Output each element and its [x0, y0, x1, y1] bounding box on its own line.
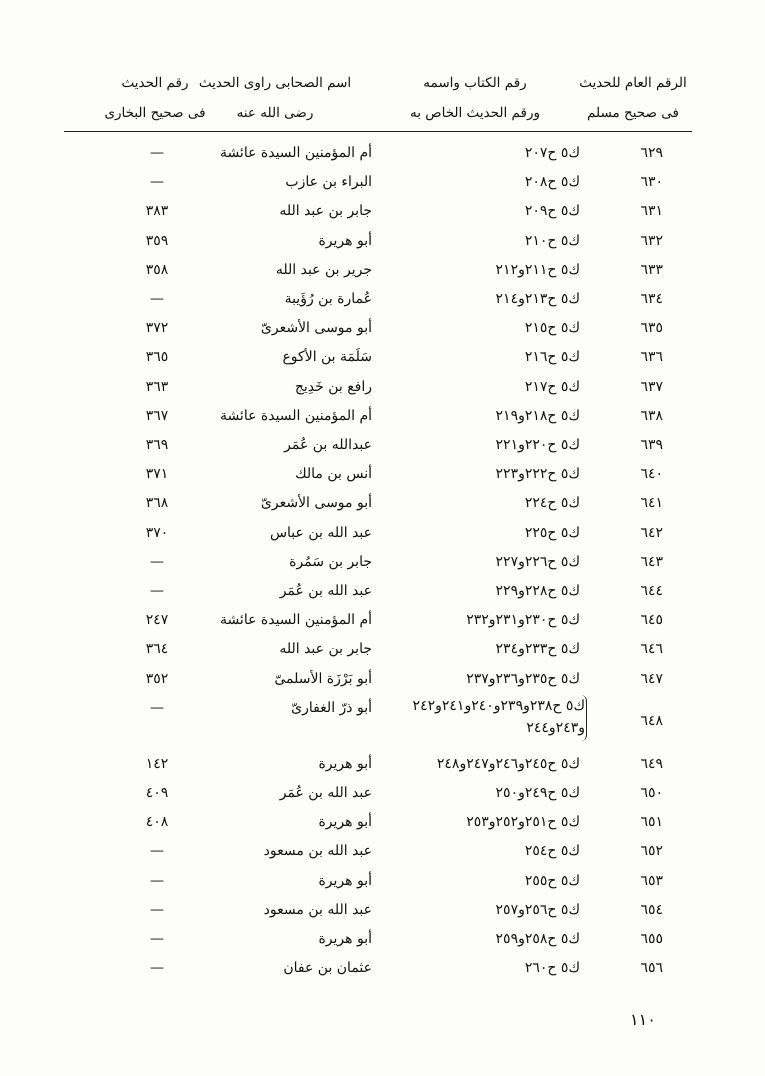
table-row [0, 836, 765, 866]
header-line: اسم الصحابى راوى الحديث [198, 75, 352, 91]
table-row [0, 664, 765, 694]
general-number-cell: ٦٥٠ [640, 785, 663, 801]
general-number-cell: ٦٥٤ [640, 901, 663, 918]
general-number-cell: ٦٤٢ [640, 524, 663, 541]
general-number-cell: ٦٤٣ [640, 553, 663, 570]
book-reference-cell: ك٥ ح٢٤٥و٢٤٦و٢٤٧و٢٤٨ [436, 755, 580, 772]
general-number-cell: ٦٣٤ [640, 291, 663, 307]
companion-name-cell: أبو هريرة [318, 755, 372, 772]
companion-name-cell: أبو موسى الأشعرىّ [260, 495, 372, 512]
header-line: رضى الله عنه [236, 105, 314, 121]
table-row [0, 576, 765, 606]
table-row [0, 807, 765, 837]
table-row [0, 401, 765, 431]
table-row [0, 605, 765, 635]
table-row [0, 226, 765, 256]
table-row [0, 459, 765, 489]
general-number-cell: ٦٢٩ [640, 145, 663, 161]
table-row [0, 693, 765, 749]
bukhari-number-cell: ٤٠٩ [145, 785, 169, 801]
general-number-cell: ٦٣٨ [640, 407, 663, 424]
header-bukhari-number [90, 68, 220, 128]
general-number-cell: ٦٥٣ [640, 872, 663, 889]
general-number-cell: ٦٣٩ [640, 437, 663, 453]
header-general-number [563, 68, 703, 128]
header-line: الرقم العام للحديث [579, 75, 687, 91]
bukhari-number-cell: — [150, 553, 164, 570]
book-reference-cell: ك٥ ح٢٥٤ [524, 843, 580, 860]
general-number-cell: ٦٤٤ [640, 583, 663, 599]
bukhari-number-cell: — [150, 583, 164, 599]
general-number-cell: ٦٥١ [640, 814, 663, 831]
companion-name-cell: أبو هريرة [318, 872, 372, 889]
table-row [0, 372, 765, 402]
companion-name-cell: عبد الله بن عُمَر [279, 583, 372, 599]
general-number-cell: ٦٤٠ [640, 466, 663, 483]
book-reference-cell: ك٥ ح٢٤٩و٢٥٠ [495, 785, 580, 801]
book-reference-cell: ك٥ ح٢٥١و٢٥٢و٢٥٣ [466, 814, 580, 831]
book-reference-cell: ك٥ ح٢٣٣و٢٣٤ [495, 641, 580, 658]
header-line: رقم الحديث [121, 75, 189, 91]
general-number-cell: ٦٤٦ [640, 641, 663, 658]
general-number-cell: ٦٥٦ [640, 960, 663, 977]
bukhari-number-cell: ٣٨٣ [145, 203, 169, 220]
bukhari-number-cell: ٣٥٨ [145, 261, 169, 278]
table-row [0, 749, 765, 779]
header-line: رقم الكتاب واسمه [423, 75, 527, 91]
bukhari-number-cell: ٣٧٠ [145, 524, 169, 541]
table-row [0, 924, 765, 954]
book-reference-cell: ك٥ ح٢١١و٢١٢ [495, 261, 580, 278]
table-row [0, 138, 765, 168]
book-reference-cell: ك٥ ح٢٣٠و٢٣١و٢٣٢ [466, 612, 580, 629]
companion-name-cell: أنس بن مالك [295, 466, 372, 483]
book-reference-cell: ك٥ ح٢١٦ [524, 349, 580, 366]
companion-name-cell: أبو هريرة [318, 931, 372, 947]
general-number-cell: ٦٣٦ [640, 349, 663, 366]
companion-name-cell: عبد الله بن عباس [269, 524, 372, 541]
bukhari-number-cell: — [150, 960, 164, 977]
bukhari-number-cell: — [150, 291, 164, 307]
general-number-cell: ٦٥٥ [640, 931, 663, 947]
general-number-cell: ٦٤٩ [640, 755, 663, 772]
general-number-cell: ٦٣٧ [640, 378, 663, 395]
header-line: فى صحيح البخارى [104, 105, 206, 121]
general-number-cell: ٦٣٣ [640, 261, 663, 278]
bukhari-number-cell: ٣٦٥ [145, 349, 169, 366]
general-number-cell: ٦٣٢ [640, 232, 663, 249]
companion-name-cell: جابر بن عبد الله [279, 641, 372, 658]
companion-name-cell: سَلَمَة بن الأكوع [282, 349, 372, 366]
table-row [0, 518, 765, 548]
companion-name-cell: عُمارة بن رُؤَيبة [284, 291, 372, 307]
companion-name-cell: أبو بَرْزَة الأسلمىّ [274, 670, 372, 687]
book-reference-cell: ك٥ ح٢٢٢و٢٢٣ [495, 466, 580, 483]
companion-name-cell: البراء بن عازب [285, 174, 372, 191]
bukhari-number-cell: ٣٥٢ [145, 670, 169, 687]
bukhari-number-cell: ٣٥٩ [145, 232, 169, 249]
bukhari-number-cell: ٣٦٤ [145, 641, 169, 658]
general-number-cell: ٦٤١ [640, 495, 663, 512]
general-number-cell: ٦٣٠ [640, 174, 663, 191]
book-reference-cell: ك٥ ح٢٥٨و٢٥٩ [495, 931, 580, 947]
bukhari-number-cell: — [150, 872, 164, 889]
companion-name-cell: جابر بن عبد الله [279, 203, 372, 220]
table-row [0, 895, 765, 925]
header-rule [64, 131, 692, 132]
bukhari-number-cell: ١٤٢ [145, 755, 169, 772]
header-line: فى صحيح مسلم [587, 105, 679, 121]
book-reference-cell: ك٥ ح٢٢٤ [524, 495, 580, 512]
general-number-cell: ٦٣١ [640, 203, 663, 220]
bukhari-number-cell: ٣٦٨ [145, 495, 169, 512]
companion-name-cell: جرير بن عبد الله [275, 261, 372, 278]
book-reference-cell: ك٥ ح٢١٣و٢١٤ [495, 291, 580, 307]
general-number-cell: ٦٣٥ [640, 320, 663, 337]
bukhari-number-cell: ٤٠٨ [145, 814, 169, 831]
bukhari-number-cell: — [150, 145, 164, 161]
table-row [0, 342, 765, 372]
bukhari-number-cell: — [150, 174, 164, 191]
companion-name-cell: رافع بن خَدِيج [294, 378, 372, 395]
bukhari-number-cell: — [150, 843, 164, 860]
book-reference-cell: ك٥ ح٢٢٠و٢٢١ [495, 437, 580, 453]
bukhari-number-cell: — [150, 699, 164, 716]
companion-name-cell: أبو موسى الأشعرىّ [260, 320, 372, 337]
book-reference-cell: ك٥ ح٢٢٥ [524, 524, 580, 541]
book-reference-cell: ك٥ ح٢١٠ [524, 232, 580, 249]
book-reference-cell: ك٥ ح٢١٥ [524, 320, 580, 337]
book-reference-cell: ك٥ ح٢٥٦و٢٥٧ [495, 901, 580, 918]
general-number-cell: ٦٤٧ [640, 670, 663, 687]
bukhari-number-cell: ٣٧١ [145, 466, 169, 483]
book-reference-cell: ك٥ ح٢٠٨ [524, 174, 580, 191]
header-book-number [390, 68, 560, 128]
companion-name-cell: جابر بن سَمُرة [289, 553, 372, 570]
book-reference-cell: ك٥ ح٢٠٧ [524, 145, 580, 161]
book-reference-cell: ك٥ ح٢٢٨و٢٢٩ [495, 583, 580, 599]
book-reference-cell: ك٥ ح٢٥٥ [524, 872, 580, 889]
general-number-cell: ٦٤٨ [640, 712, 663, 729]
companion-name-cell: أم المؤمنين السيدة عائشة [219, 145, 372, 161]
bukhari-number-cell: ٣٦٩ [145, 437, 169, 453]
table-row [0, 196, 765, 226]
bukhari-number-cell: ٢٤٧ [145, 612, 169, 629]
book-reference-cell: ك٥ ح٢٦٠ [524, 960, 580, 977]
table-row [0, 866, 765, 896]
table-row [0, 547, 765, 577]
book-reference-cell: ك٥ ح٢١٧ [524, 378, 580, 395]
bukhari-number-cell: ٣٦٧ [145, 407, 169, 424]
companion-name-cell: عبدالله بن عُمَر [284, 437, 372, 453]
bukhari-number-cell: ٣٦٣ [145, 378, 169, 395]
table-row [0, 430, 765, 460]
book-reference-cell: ك٥ ح٢٣٥و٢٣٦و٢٣٧ [466, 670, 580, 687]
companion-name-cell: عبد الله بن عُمَر [279, 785, 372, 801]
book-reference-cell: ك٥ ح٢١٨و٢١٩ [495, 407, 580, 424]
table-row [0, 255, 765, 285]
table-row [0, 488, 765, 518]
general-number-cell: ٦٤٥ [640, 612, 663, 629]
page-number: ١١٠ [630, 1010, 656, 1029]
table-row [0, 778, 765, 808]
book-reference-cell: ك٥ ح٢٢٦و٢٢٧ [495, 553, 580, 570]
bukhari-number-cell: ٣٧٢ [145, 320, 169, 337]
companion-name-cell: أم المؤمنين السيدة عائشة [219, 407, 372, 424]
table-row [0, 634, 765, 664]
companion-name-cell: أبو ذرّ الغفارىّ [291, 699, 372, 716]
book-reference-cell: ك٥ ح٢٠٩ [524, 203, 580, 220]
table-row [0, 284, 765, 314]
table-row [0, 167, 765, 197]
companion-name-cell: عبد الله بن مسعود [263, 901, 372, 918]
companion-name-cell: أبو هريرة [318, 814, 372, 831]
table-row [0, 313, 765, 343]
companion-name-cell: عبد الله بن مسعود [263, 843, 372, 860]
bukhari-number-cell: — [150, 931, 164, 947]
bukhari-number-cell: — [150, 901, 164, 918]
table-row [0, 953, 765, 983]
companion-name-cell: عثمان بن عفان [283, 960, 372, 977]
header-line: ورقم الحديث الخاص به [409, 105, 541, 121]
grouping-brace [578, 695, 587, 741]
book-reference-cell: ك٥ ح٢٣٨و٢٣٩و٢٤٠و٢٤١و٢٤٢ و٢٤٣و٢٤٤ [412, 697, 585, 736]
companion-name-cell: أبو هريرة [318, 232, 372, 249]
companion-name-cell: أم المؤمنين السيدة عائشة [219, 612, 372, 629]
general-number-cell: ٦٥٢ [640, 843, 663, 860]
